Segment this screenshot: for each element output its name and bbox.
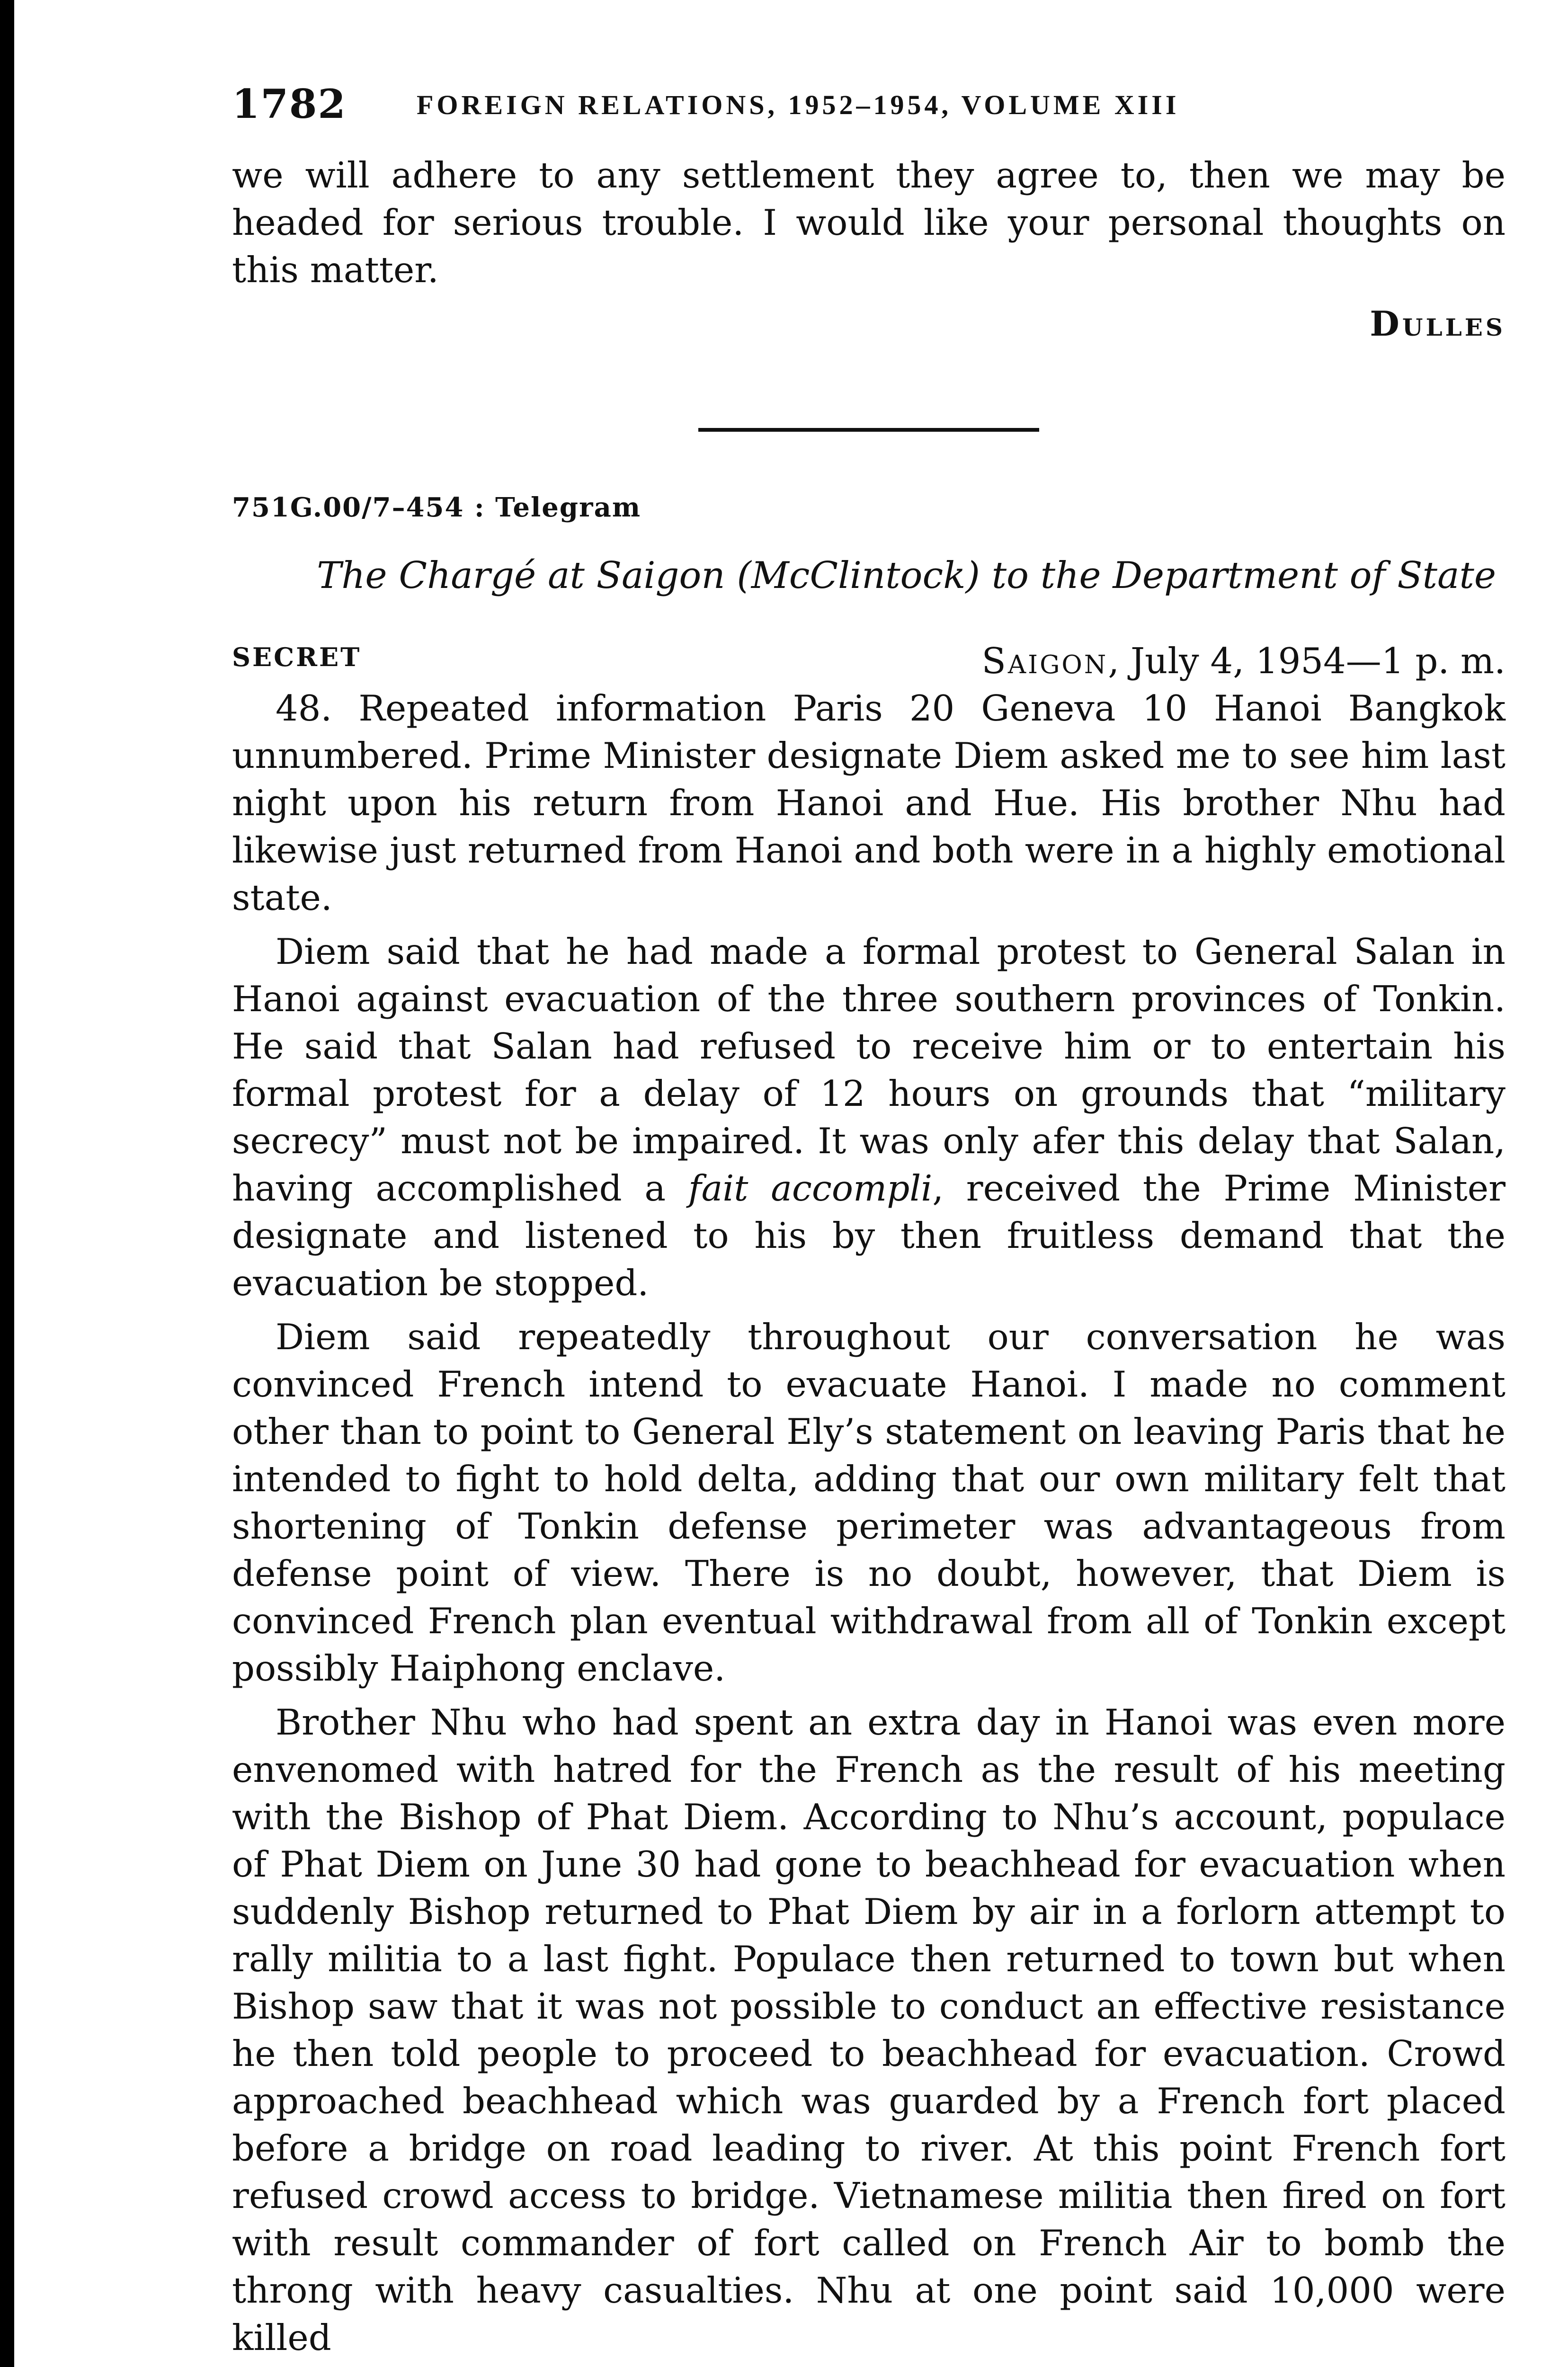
signature: Dulles bbox=[1370, 303, 1506, 344]
paragraph-3: Diem said repeatedly throughout our conversation he was convinced French intend to evacuate Hanoi. I made no comment other than to point to General Ely’s statement on leaving Paris that he intended to fight to hold delta, adding that our own military felt that shortening of Tonkin defense perimeter was advantageous from defense point of view. There is no doubt, however, that Diem is convinced French plan eventual withdrawal from all of Tonkin except possibly Haiphong enclave. bbox=[232, 1316, 1506, 1689]
date: , July 4, 1954—1 p. m. bbox=[1108, 640, 1506, 682]
previous-document-closing: we will adhere to any settlement they agree to, then we may be headed for serious trouble. I would like your personal thoughts on this matter. bbox=[232, 154, 1506, 291]
place-and-date bbox=[982, 637, 1506, 685]
page-number: 1782 bbox=[232, 80, 347, 127]
place: Saigon bbox=[981, 640, 1108, 682]
running-head bbox=[232, 80, 1506, 137]
book-page bbox=[232, 80, 1506, 2361]
paragraph-2: Diem said that he had made a formal protest to General Salan in Hanoi against evacuation of the three southern provinces of Tonkin. He said that Salan had refused to receive him or to entertain his formal protest for a delay of 12 hours on grounds that “military secrecy” must not be impaired. It was only afer this delay that Salan, having accomplished a fait accompli, received the Prime Minister designate and listened to his by then fruitless demand that the evacuation be stopped. bbox=[232, 931, 1506, 1304]
paragraph-1: 48. Repeated information Paris 20 Geneva 10 Hanoi Bangkok unnumbered. Prime Minister designate Diem asked me to see him last night upon his return from Hanoi and Hue. His brother Nhu had likewise just returned from Hanoi and both were in a highly emotional state. bbox=[232, 687, 1506, 918]
dateline bbox=[232, 628, 1506, 685]
file-reference: 751G.00/7–454 : Telegram bbox=[232, 492, 641, 523]
scan-border bbox=[0, 0, 14, 2367]
section-divider bbox=[698, 428, 1039, 432]
paragraph-4: Brother Nhu who had spent an extra day in Hanoi was even more envenomed with hatred for the French as the result of his meeting with the Bishop of Phat Diem. According to Nhu’s account, populace of Phat Diem on June 30 had gone to beachhead for evacuation when suddenly Bishop returned to Phat Diem by air in a forlorn attempt to rally militia to a last fight. Populace then returned to town but when Bishop saw that it was not possible to conduct an effective resistance he then told people to proceed to beachhead for evacuation. Crowd approached beachhead which was guarded by a French fort placed before a bridge on road leading to river. At this point French fort refused crowd access to bridge. Vietnamese militia then fired on fort with result commander of fort called on French Air to bomb the throng with heavy casualties. Nhu at one point said 10,000 were killed bbox=[232, 1701, 1506, 2358]
running-title: FOREIGN RELATIONS, 1952–1954, VOLUME XIII bbox=[417, 89, 1180, 120]
italic-phrase: fait accompli bbox=[688, 1167, 933, 1209]
document-title: The Chargé at Saigon (McClintock) to the Department of State bbox=[317, 554, 1496, 597]
page-body bbox=[232, 151, 1506, 2361]
classification-marking: SECRET bbox=[232, 642, 362, 672]
